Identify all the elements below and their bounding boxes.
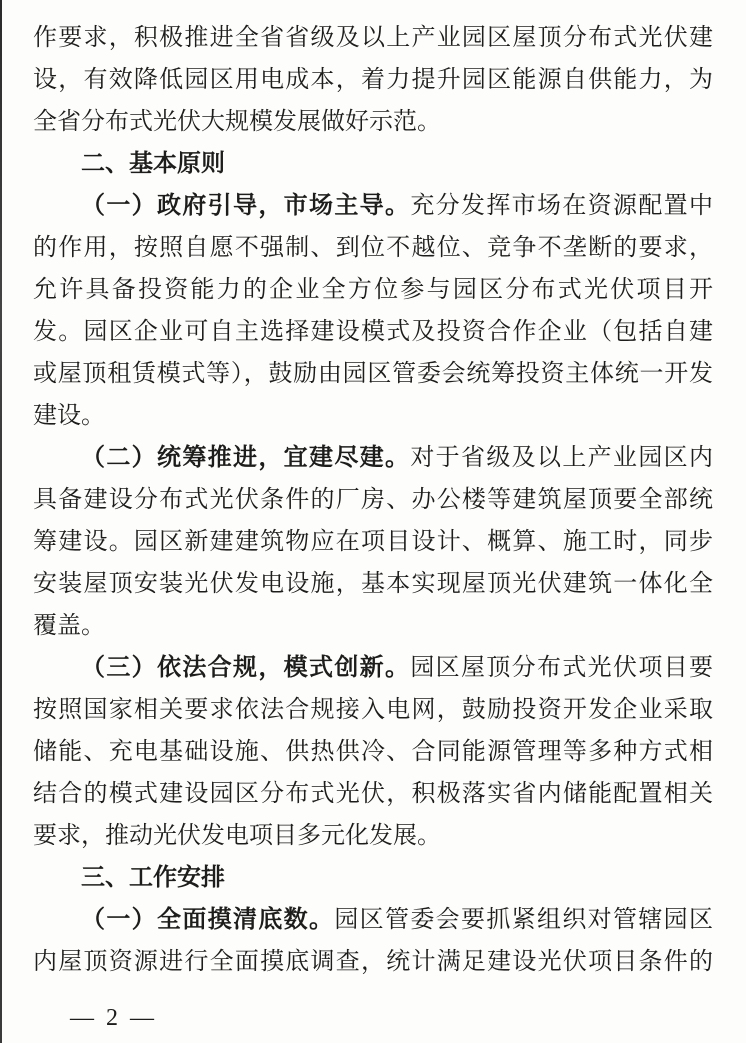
text-line [33,731,713,773]
text-segment: 储能、充电基础设施、供热供冷、合同能源管理等多种方式相 [33,739,713,765]
text-line [33,395,713,437]
text-line [33,437,713,479]
text-line [33,311,713,353]
text-segment: 允许具备投资能力的企业全方位参与园区分布式光伏项目开 [33,277,713,303]
text-segment: 的作用，按照自愿不强制、到位不越位、竞争不垄断的要求， [33,235,713,261]
text-line [33,353,713,395]
text-line [33,941,713,983]
bold-text-segment: 三、工作安排 [81,865,225,891]
text-segment: 充分发挥市场在资源配置中 [410,193,713,219]
text-line [33,689,713,731]
text-segment: 筹建设。园区新建建筑物应在项目设计、概算、施工时，同步 [33,529,713,555]
text-segment: 结合的模式建设园区分布式光伏，积极落实省内储能配置相关 [33,781,713,807]
text-line [33,269,713,311]
bold-text-segment: （一）政府引导，市场主导。 [81,193,411,219]
bold-text-segment: （三）依法合规，模式创新。 [81,655,411,681]
text-segment: 全省分布式光伏大规模发展做好示范。 [33,109,441,135]
bold-text-segment: （一）全面摸清底数。 [81,907,335,933]
text-line [33,773,713,815]
text-line [33,563,713,605]
bold-text-segment: 二、基本原则 [81,151,225,177]
page-number: — 2 — [70,1005,157,1031]
scan-edge-artifact [0,0,2,1043]
section-heading [33,857,713,899]
text-segment: 建设。 [33,403,105,429]
text-line [33,815,713,857]
text-segment: 或屋顶租赁模式等），鼓励由园区管委会统筹投资主体统一开发 [33,361,713,387]
text-segment: 园区屋顶分布式光伏项目要 [410,655,713,681]
text-line [33,521,713,563]
text-line [33,185,713,227]
text-segment: 安装屋顶安装光伏发电设施，基本实现屋顶光伏建筑一体化全 [33,571,713,597]
text-segment: 内屋顶资源进行全面摸底调查，统计满足建设光伏项目条件的 [33,949,713,975]
text-segment: 园区管委会要抓紧组织对管辖园区 [334,907,713,933]
bold-text-segment: （二）统筹推进，宜建尽建。 [81,445,411,471]
text-line [33,59,713,101]
section-heading [33,143,713,185]
text-segment: 具备建设分布式光伏条件的厂房、办公楼等建筑屋顶要全部统 [33,487,713,513]
text-segment: 按照国家相关要求依法合规接入电网，鼓励投资开发企业采取 [33,697,713,723]
text-segment: 作要求，积极推进全省省级及以上产业园区屋顶分布式光伏建 [33,25,713,51]
text-line [33,647,713,689]
text-line [33,227,713,269]
text-segment: 发。园区企业可自主选择建设模式及投资合作企业（包括自建 [33,319,713,345]
text-segment: 覆盖。 [33,613,105,639]
document-text-block [33,17,713,983]
text-line [33,17,713,59]
text-segment: 设，有效降低园区用电成本，着力提升园区能源自供能力，为 [33,67,713,93]
text-line [33,899,713,941]
text-segment: 要求，推动光伏发电项目多元化发展。 [33,823,441,849]
text-line [33,605,713,647]
text-line [33,101,713,143]
text-line [33,479,713,521]
text-segment: 对于省级及以上产业园区内 [410,445,713,471]
